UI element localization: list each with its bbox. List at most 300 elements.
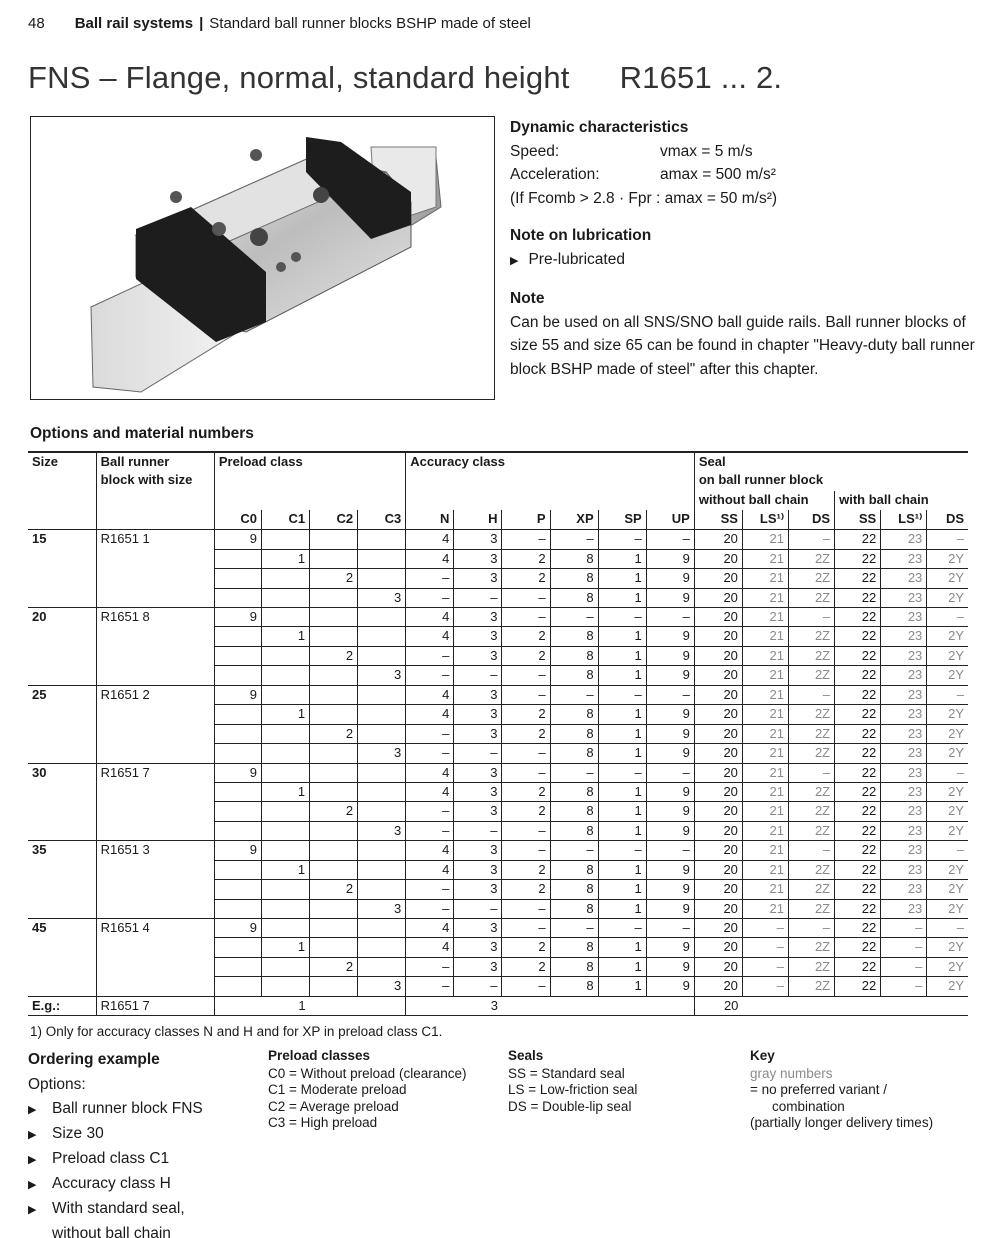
value-cell: 2Y [927,627,968,646]
value-cell: 8 [550,957,598,976]
table-row [28,646,968,665]
bullet-arrow-icon: ▶ [28,1129,37,1141]
value-cell [261,919,309,938]
value-cell: – [406,821,454,840]
value-cell: 2Y [927,744,968,763]
col-header: XP [550,510,598,529]
value-cell: 22 [835,938,881,957]
footnote: 1) Only for accuracy classes N and H and for XP in preload class C1. [30,1024,443,1039]
value-cell: 22 [835,608,881,627]
page-header [28,15,531,32]
value-cell: 20 [694,919,742,938]
value-cell: – [406,977,454,996]
example-cell [502,996,550,1015]
value-cell: 9 [646,724,694,743]
value-cell: 9 [646,588,694,607]
size-cell: 15 [28,530,96,549]
value-cell: 23 [881,744,927,763]
legend-item: C2 = Average preload [268,1098,399,1114]
value-cell: 21 [742,705,788,724]
value-cell: 9 [646,549,694,568]
value-cell [358,685,406,704]
value-cell: 21 [742,666,788,685]
value-cell: 23 [881,782,927,801]
value-cell: – [927,685,968,704]
value-cell: – [881,938,927,957]
part-number-cell [96,802,214,821]
table-row [28,724,968,743]
size-cell [28,705,96,724]
value-cell: – [454,821,502,840]
size-cell [28,724,96,743]
value-cell: – [598,841,646,860]
col-header: SP [598,510,646,529]
value-cell [214,782,261,801]
col-header: N [406,510,454,529]
size-cell: 30 [28,763,96,782]
value-cell [358,569,406,588]
col-header: DS [789,510,835,529]
value-cell: – [789,685,835,704]
part-number-cell: R1651 7 [96,763,214,782]
value-cell: 8 [550,569,598,588]
legend-item: C0 = Without preload (clearance) [268,1065,467,1081]
col-header-block: Ball runner [96,452,214,471]
value-cell: 22 [835,627,881,646]
value-cell: 2Z [789,821,835,840]
value-cell: – [406,646,454,665]
value-cell: 1 [598,549,646,568]
legend-item: combination [772,1098,845,1114]
value-cell: – [789,608,835,627]
size-cell: 20 [28,608,96,627]
table-row [28,802,968,821]
value-cell: 1 [598,821,646,840]
ordering-item: ▶ Ball runner block FNS [28,1097,203,1122]
value-cell: 20 [694,763,742,782]
size-cell [28,938,96,957]
value-cell: 8 [550,627,598,646]
title-text: FNS – Flange, normal, standard height [28,60,570,95]
part-number-cell [96,957,214,976]
col-header: UP [646,510,694,529]
example-cell: 1 [261,996,309,1015]
value-cell [310,938,358,957]
value-cell: – [406,666,454,685]
value-cell: 1 [598,802,646,821]
part-number-cell [96,549,214,568]
value-cell: 3 [454,627,502,646]
value-cell: 21 [742,530,788,549]
value-cell: 2 [502,569,550,588]
value-cell: – [789,841,835,860]
value-cell: – [406,957,454,976]
value-cell: 2Z [789,646,835,665]
value-cell [261,802,309,821]
value-cell: 23 [881,608,927,627]
value-cell: – [502,666,550,685]
value-cell: 9 [214,685,261,704]
part-number-cell [96,938,214,957]
value-cell: – [881,977,927,996]
example-row [28,996,968,1015]
value-cell [214,860,261,879]
table-row [28,549,968,568]
key-legend-heading: Key [750,1048,775,1063]
value-cell: 2 [502,880,550,899]
value-cell: – [502,821,550,840]
lubrication-note [510,224,980,273]
value-cell: – [598,530,646,549]
table-row [28,685,968,704]
value-cell: 1 [598,782,646,801]
value-cell: – [454,666,502,685]
value-cell: 2Y [927,802,968,821]
value-cell: 2 [502,782,550,801]
value-cell: 4 [406,782,454,801]
value-cell: 22 [835,957,881,976]
info-column [510,116,980,395]
part-number-cell [96,705,214,724]
value-cell: 22 [835,821,881,840]
size-cell [28,782,96,801]
value-cell [358,938,406,957]
ordering-item: ▶ Size 30 [28,1122,203,1147]
table-row [28,627,968,646]
value-cell: – [502,744,550,763]
value-cell [261,763,309,782]
size-cell: 25 [28,685,96,704]
value-cell: 2 [310,802,358,821]
size-cell [28,744,96,763]
value-cell [214,957,261,976]
example-cell [646,996,694,1015]
ordering-item: ▶ Accuracy class H [28,1172,203,1197]
value-cell: – [406,744,454,763]
value-cell: 1 [261,782,309,801]
value-cell: 22 [835,724,881,743]
value-cell: 3 [454,957,502,976]
part-number-cell [96,821,214,840]
legend-item: DS = Double-lip seal [508,1098,632,1114]
value-cell: 1 [261,938,309,957]
value-cell: – [742,919,788,938]
table-row [28,763,968,782]
value-cell: 20 [694,608,742,627]
value-cell [358,802,406,821]
value-cell: 2 [310,724,358,743]
col-header: LS¹⁾ [881,510,927,529]
value-cell: 23 [881,860,927,879]
value-cell: 1 [598,646,646,665]
value-cell: 23 [881,666,927,685]
example-cell [214,996,261,1015]
value-cell: 22 [835,666,881,685]
value-cell: 9 [646,938,694,957]
value-cell: 3 [358,899,406,918]
legend-item: LS = Low-friction seal [508,1082,638,1097]
value-cell: 9 [646,957,694,976]
value-cell: 2Z [789,938,835,957]
value-cell: – [406,588,454,607]
value-cell: 3 [454,549,502,568]
part-number-cell [96,646,214,665]
value-cell: 22 [835,782,881,801]
value-cell: 8 [550,802,598,821]
value-cell: 8 [550,782,598,801]
value-cell [358,608,406,627]
value-cell: 2Y [927,569,968,588]
value-cell: 2Y [927,860,968,879]
value-cell [261,685,309,704]
value-cell: – [646,530,694,549]
size-cell: 35 [28,841,96,860]
value-cell: 20 [694,588,742,607]
col-header-with-chain: with ball chain [839,491,929,507]
value-cell: 8 [550,880,598,899]
value-cell: – [406,724,454,743]
col-header-accuracy: Accuracy class [406,452,695,471]
value-cell [214,666,261,685]
value-cell: 8 [550,977,598,996]
value-cell: 22 [835,744,881,763]
value-cell [261,530,309,549]
legend-item: gray numbers [750,1065,833,1081]
value-cell: 9 [646,646,694,665]
value-cell [214,549,261,568]
dynamic-characteristics [510,116,980,210]
value-cell: – [454,588,502,607]
value-cell: 9 [214,841,261,860]
table-row [28,666,968,685]
size-cell [28,860,96,879]
value-cell: 8 [550,899,598,918]
value-cell: 2Y [927,880,968,899]
size-cell [28,957,96,976]
col-header-preload: Preload class [214,452,405,471]
value-cell: 1 [598,860,646,879]
legend-item: SS = Standard seal [508,1065,625,1081]
value-cell: 2Z [789,957,835,976]
value-cell: 2Z [789,880,835,899]
value-cell: 9 [646,880,694,899]
value-cell: 21 [742,841,788,860]
value-cell: 2Y [927,977,968,996]
value-cell: 9 [214,919,261,938]
note-text: Can be used on all SNS/SNO ball guide rails. Ball runner blocks of size 55 and size 65 can be found in chapter "Heavy-duty ball runner block BSHP made of steel" after this chapter. [510,313,975,378]
value-cell: 22 [835,841,881,860]
bullet-arrow-icon: ▶ [28,1104,37,1116]
value-cell: 2 [502,646,550,665]
value-cell: 8 [550,860,598,879]
value-cell: 1 [261,860,309,879]
value-cell: – [927,763,968,782]
table-row [28,938,968,957]
value-cell [310,705,358,724]
value-cell: 20 [694,569,742,588]
value-cell: 8 [550,666,598,685]
value-cell [261,977,309,996]
value-cell [261,841,309,860]
legend-item: = no preferred variant / [750,1082,887,1097]
value-cell: 2Z [789,569,835,588]
value-cell: – [646,763,694,782]
part-number-cell [96,666,214,685]
value-cell: 21 [742,744,788,763]
example-cell: R1651 7 [96,996,214,1015]
value-cell: 21 [742,627,788,646]
value-cell: 2Y [927,899,968,918]
value-cell: 21 [742,880,788,899]
value-cell: 3 [454,880,502,899]
part-number-cell [96,569,214,588]
value-cell: 1 [598,938,646,957]
value-cell: 23 [881,802,927,821]
value-cell: 20 [694,860,742,879]
value-cell: 21 [742,588,788,607]
size-cell [28,977,96,996]
value-cell: 1 [598,588,646,607]
value-cell: 20 [694,938,742,957]
value-cell: 22 [835,977,881,996]
value-cell: 3 [454,763,502,782]
value-cell: 22 [835,646,881,665]
size-cell [28,802,96,821]
value-cell: – [742,957,788,976]
value-cell: – [789,763,835,782]
value-cell: 4 [406,860,454,879]
example-cell [742,996,788,1015]
value-cell: 2Y [927,549,968,568]
value-cell: 22 [835,899,881,918]
value-cell: – [454,977,502,996]
value-cell: 22 [835,549,881,568]
value-cell [358,919,406,938]
value-cell [261,724,309,743]
value-cell: 20 [694,724,742,743]
section-name: Ball rail systems [74,15,194,32]
value-cell: 2Z [789,666,835,685]
value-cell [310,549,358,568]
value-cell: 1 [598,666,646,685]
value-cell: 2 [502,705,550,724]
value-cell: 23 [881,530,927,549]
value-cell: 8 [550,744,598,763]
value-cell: 2Y [927,938,968,957]
bullet-arrow-icon: ▶ [28,1204,37,1216]
col-header: C0 [214,510,261,529]
value-cell: – [454,744,502,763]
value-cell: – [550,763,598,782]
value-cell: 2Z [789,588,835,607]
value-cell: 20 [694,899,742,918]
value-cell [261,646,309,665]
value-cell: 9 [646,860,694,879]
value-cell: – [927,608,968,627]
value-cell: – [502,685,550,704]
speed-value: vmax = 5 m/s [660,142,753,160]
example-cell: 3 [454,996,502,1015]
value-cell: 2 [502,802,550,821]
table-row [28,744,968,763]
value-cell: – [502,899,550,918]
value-cell [310,627,358,646]
value-cell: 22 [835,588,881,607]
value-cell [214,627,261,646]
col-header-block-2: block with size [96,471,214,490]
page-title [28,60,782,96]
example-cell [789,996,835,1015]
value-cell: 4 [406,608,454,627]
table-row [28,880,968,899]
value-cell: 23 [881,899,927,918]
value-cell: – [646,841,694,860]
value-cell: – [550,685,598,704]
value-cell: 3 [358,744,406,763]
legend-item: (partially longer delivery times) [750,1115,934,1130]
header-subtitle: Standard ball runner blocks BSHP made of steel [209,15,531,32]
options-table [28,451,968,1016]
value-cell: 21 [742,821,788,840]
value-cell: 8 [550,938,598,957]
value-cell: 22 [835,685,881,704]
example-cell: E.g.: [28,996,96,1015]
table-row [28,705,968,724]
value-cell [358,705,406,724]
value-cell: 9 [646,782,694,801]
value-cell [310,821,358,840]
example-cell: 20 [694,996,742,1015]
value-cell [358,957,406,976]
table-row [28,957,968,976]
value-cell: 22 [835,763,881,782]
example-cell [927,996,968,1015]
value-cell [214,744,261,763]
value-cell: 1 [598,744,646,763]
value-cell: – [646,608,694,627]
value-cell [214,821,261,840]
size-cell [28,646,96,665]
value-cell: 2Z [789,627,835,646]
value-cell: 20 [694,802,742,821]
value-cell: 22 [835,919,881,938]
size-cell: 45 [28,919,96,938]
value-cell: – [598,685,646,704]
table-row [28,860,968,879]
example-cell [310,996,358,1015]
value-cell [358,763,406,782]
value-cell: 20 [694,627,742,646]
example-cell [598,996,646,1015]
value-cell: 4 [406,627,454,646]
part-number-cell [96,588,214,607]
size-cell [28,588,96,607]
accel-value: amax = 500 m/s² [660,166,776,183]
value-cell: 2Z [789,549,835,568]
value-cell [310,685,358,704]
value-cell: 9 [646,705,694,724]
value-cell: – [598,919,646,938]
value-cell: 9 [214,763,261,782]
col-header-without-chain: without ball chain [694,491,834,510]
value-cell: 2Z [789,782,835,801]
value-cell [358,880,406,899]
value-cell: 21 [742,724,788,743]
value-cell: 2 [502,957,550,976]
col-header: SS [835,510,881,529]
value-cell: 23 [881,724,927,743]
value-cell [358,646,406,665]
